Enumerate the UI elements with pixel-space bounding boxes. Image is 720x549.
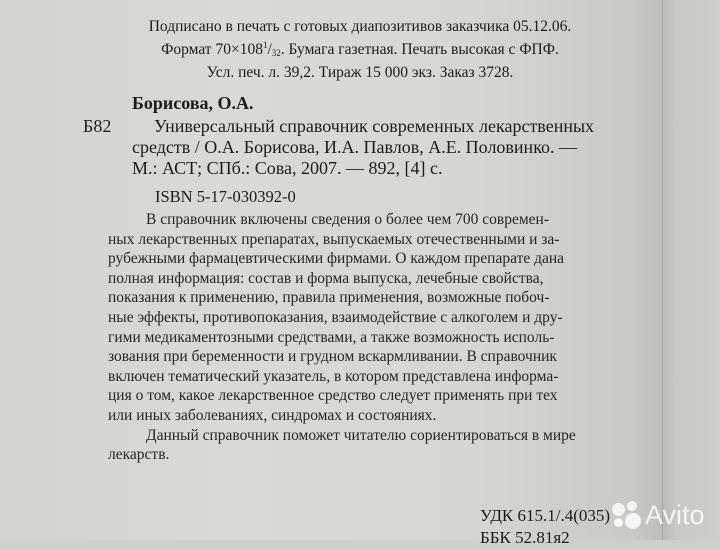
avito-watermark-text: Avito [645,500,705,530]
abstract-line: рубежными фармацевтическими фирмами. О каждом препарате дана [108,250,565,268]
imprint-line-1: Подписано в печать с готовых диапозитивов заказчика 05.12.06. [148,18,572,35]
imprint-line-3: Усл. печ. л. 39,2. Тираж 15 000 экз. Заказ 3728. [206,64,514,81]
abstract-line: ные эффекты, противопоказания, взаимодействие с алкоголем и дру- [108,308,563,326]
catalog-author: Борисова, О.А. [132,93,254,113]
adjacent-page-edge [662,0,720,540]
abstract-line: или иных заболеваниях, синдромах и состояниях. [108,406,437,424]
imprint-block [130,17,590,82]
avito-watermark [612,500,705,531]
abstract-line: ных лекарственных препаратах, выпускаемых отечественными и за- [108,230,560,248]
format-fraction: $^1/_{32}$ [262,40,281,58]
abstract-text [108,210,628,465]
abstract-line: ция о том, какое лекарственное средство следует применять при тех [108,387,558,405]
catalog-line: М.: АСТ; СПб.: Сова, 2007. — 892, [4] с. [132,158,443,178]
isbn: ISBN 5-17-030392-0 [155,187,296,206]
avito-logo-icon [612,501,642,531]
abstract-line: Данный справочник поможет читателю сориентироваться в мире [146,426,576,444]
abstract-line: В справочник включены сведения о более чем 700 современ- [146,211,549,228]
abstract-line: гими медикаментозными средствами, а также возможность исполь- [108,328,555,346]
udk-code: УДК 615.1/.4(035) [480,506,611,525]
abstract-line: зования при беременности и грудном вскармливании. В справочник [108,348,557,366]
catalog-shelf-code: Б82 [83,116,112,136]
catalog-description [132,116,632,179]
abstract-line: включен тематический указатель, в котором представлена информа- [108,367,559,385]
catalog-line: Универсальный справочник современных лекарственных [154,116,595,136]
abstract-line: показания к применению, правила применения, возможные побоч- [108,289,550,307]
abstract-line: лекарств. [108,446,170,464]
imprint-line-2: Формат $70\times 108^1/_{32}$. Бумага газетная. Печать высокая с ФПФ. [161,40,559,58]
classification-codes [480,505,610,549]
catalog-line: средств / О.А. Борисова, И.А. Павлов, А.Е. Половинко. — [132,137,578,157]
bbk-code: ББК 52.81я2 [480,528,570,547]
abstract-line: полная информация: состав и форма выпуска, лечебные свойства, [108,269,544,287]
